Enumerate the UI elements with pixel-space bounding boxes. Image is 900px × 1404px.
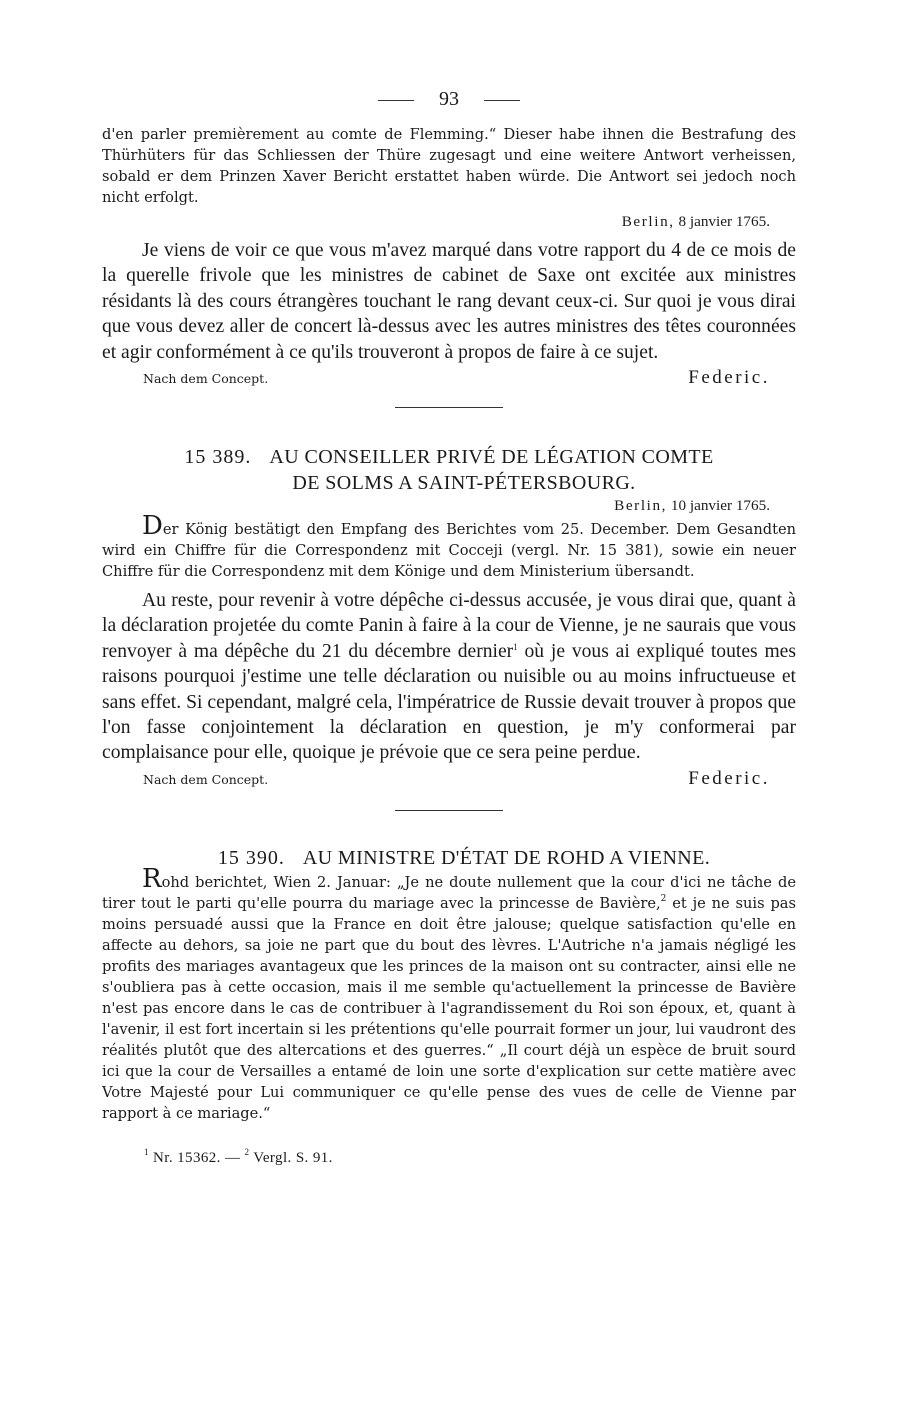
document-closing (102, 768, 796, 790)
source-note: Nach dem Concept. (143, 771, 269, 787)
document-number: 15 389. (184, 446, 252, 469)
document-body (102, 588, 796, 766)
summary-text: er König bestätigt den Empfang des Berichtes vom 25. December. Dem Gesandten wird ein Chiffre für die Correspondenz mit Cocceji (vergl. Nr. 15 381), sowie ein neuer Chiffre für die Correspondenz mit dem Könige und dem Ministerium übersandt. (102, 521, 796, 581)
footnote-reference: 2 (660, 893, 667, 904)
document-heading (102, 845, 796, 871)
dateline-date: 8 janvier 1765. (678, 213, 770, 230)
document-page (102, 88, 796, 1167)
signature: Federic. (688, 367, 770, 389)
dropcap-letter: R (142, 863, 162, 894)
dateline-city: Berlin, (614, 497, 668, 515)
footnote-mark: 1 (144, 1146, 149, 1157)
summary-text-part-1: ohd berichtet, Wien 2. Januar: „Je ne doute nullement que la cour d'ici ne tâche de tirer tout le parti qu'elle pourra du mariage avec la princesse de Bavière, (102, 873, 796, 912)
signature: Federic. (688, 767, 770, 789)
letter-dateline (102, 212, 796, 232)
header-dash-left (378, 100, 414, 101)
document-summary (102, 863, 796, 1124)
section-divider (395, 810, 503, 811)
page-header (102, 88, 796, 124)
heading-line-1 (102, 444, 796, 470)
page-number: 93 (439, 88, 459, 110)
dateline-city: Berlin, (621, 213, 675, 230)
document-summary (102, 511, 796, 582)
heading-title: AU MINISTRE D'ÉTAT DE ROHD A VIENNE. (302, 846, 711, 869)
footnotes (102, 1146, 796, 1167)
footnote-text: Nr. 15362. — (148, 1149, 245, 1166)
body-text-part-1: Au reste, pour revenir à votre dépêche ci-dessus accusée, je vous dirai que, quant à la déclaration projetée du comte Panin à faire à la cour de Vienne, je ne saurais que vous renvoyer à ma dépêche du 21 du décembre dernier (102, 590, 796, 662)
letter-body: Je viens de voir ce que vous m'avez marqué dans votre rapport du 4 de ce mois de la querelle frivole que les ministres de cabinet de Saxe ont excitée aux ministres résidants là des cours étrangères touchant le rang devant ceux-ci. Sur quoi je vous dirai que vous devez aller de concert là-dessus avec les autres ministres des têtes couronnées et agir conformément à ce qu'ils trouveront à propos de faire à ce sujet. (102, 240, 796, 363)
summary-text-part-2: et je ne suis pas moins persuadé aussi que la France en doit être jalouse; quelque satisfaction qu'elle en affecte au dehors, sa joie ne part que du bout des lèvres. L'Autriche n'a jamais négligé les profits des mariages avantageux que les princes de la maison ont su contracter, ainsi elle ne s'oubliera pas à cette occasion, mais il me semble qu'actuellement la princesse de Bavière n'est pas encore dans le cas de contribuer à l'agrandissement du Roi son époux, et, quant à l'avenir, il est fort incertain si les prétentions qu'elle pourrait former un jour, lui vaudront des réalités plutôt que des altercations et des guerres.“ „Il court déjà un espèce de bruit sourd ici que la cour de Versailles a entamé de loin une sorte d'explication sur cette matière avec Votre Majesté pour Lui communiquer ce qu'elle pense des vues de celle de Vienne par rapport à ce mariage.“ (102, 894, 796, 1122)
body-text-part-2: où je vous ai expliqué toutes mes raisons pourquoi j'estime une telle déclaration ou nuisible ou au moins infructueuse et sans effet. Si cependant, malgré cela, l'impératrice de Russie devait trouver à propos que l'on fasse conjointement la déclaration en question, je m'y conformerai par complaisance pour elle, quoique je prévoie que ce sera peine perdue. (102, 640, 797, 764)
header-dash-right (484, 100, 520, 101)
document-dateline (102, 496, 796, 516)
continuation-paragraph: d'en parler premièrement au comte de Flemming.“ Dieser habe ihnen die Bestrafung des Thürhüters für das Schliessen der Thüre zugesagt und eine weitere Antwort verheissen, sobald er dem Prinzen Xaver Bericht erstattet haben würde. Die Antwort sei jedoch noch nicht erfolgt. (102, 126, 796, 206)
dateline-date: 10 janvier 1765. (670, 497, 770, 515)
heading-line-2: DE SOLMS A SAINT-PÉTERSBOURG. (292, 472, 636, 495)
document-heading (102, 444, 796, 496)
source-note: Nach dem Concept. (143, 371, 269, 387)
heading-title-part-1: AU CONSEILLER PRIVÉ DE LÉGATION COMTE (269, 446, 714, 469)
dropcap-letter: D (142, 511, 163, 542)
footnote-mark: 2 (244, 1146, 250, 1157)
document-number: 15 390. (217, 846, 285, 869)
footnote-text: Vergl. S. 91. (249, 1149, 333, 1166)
letter-closing (102, 367, 796, 389)
section-divider (395, 407, 503, 408)
footnote-reference: 1 (513, 641, 518, 652)
